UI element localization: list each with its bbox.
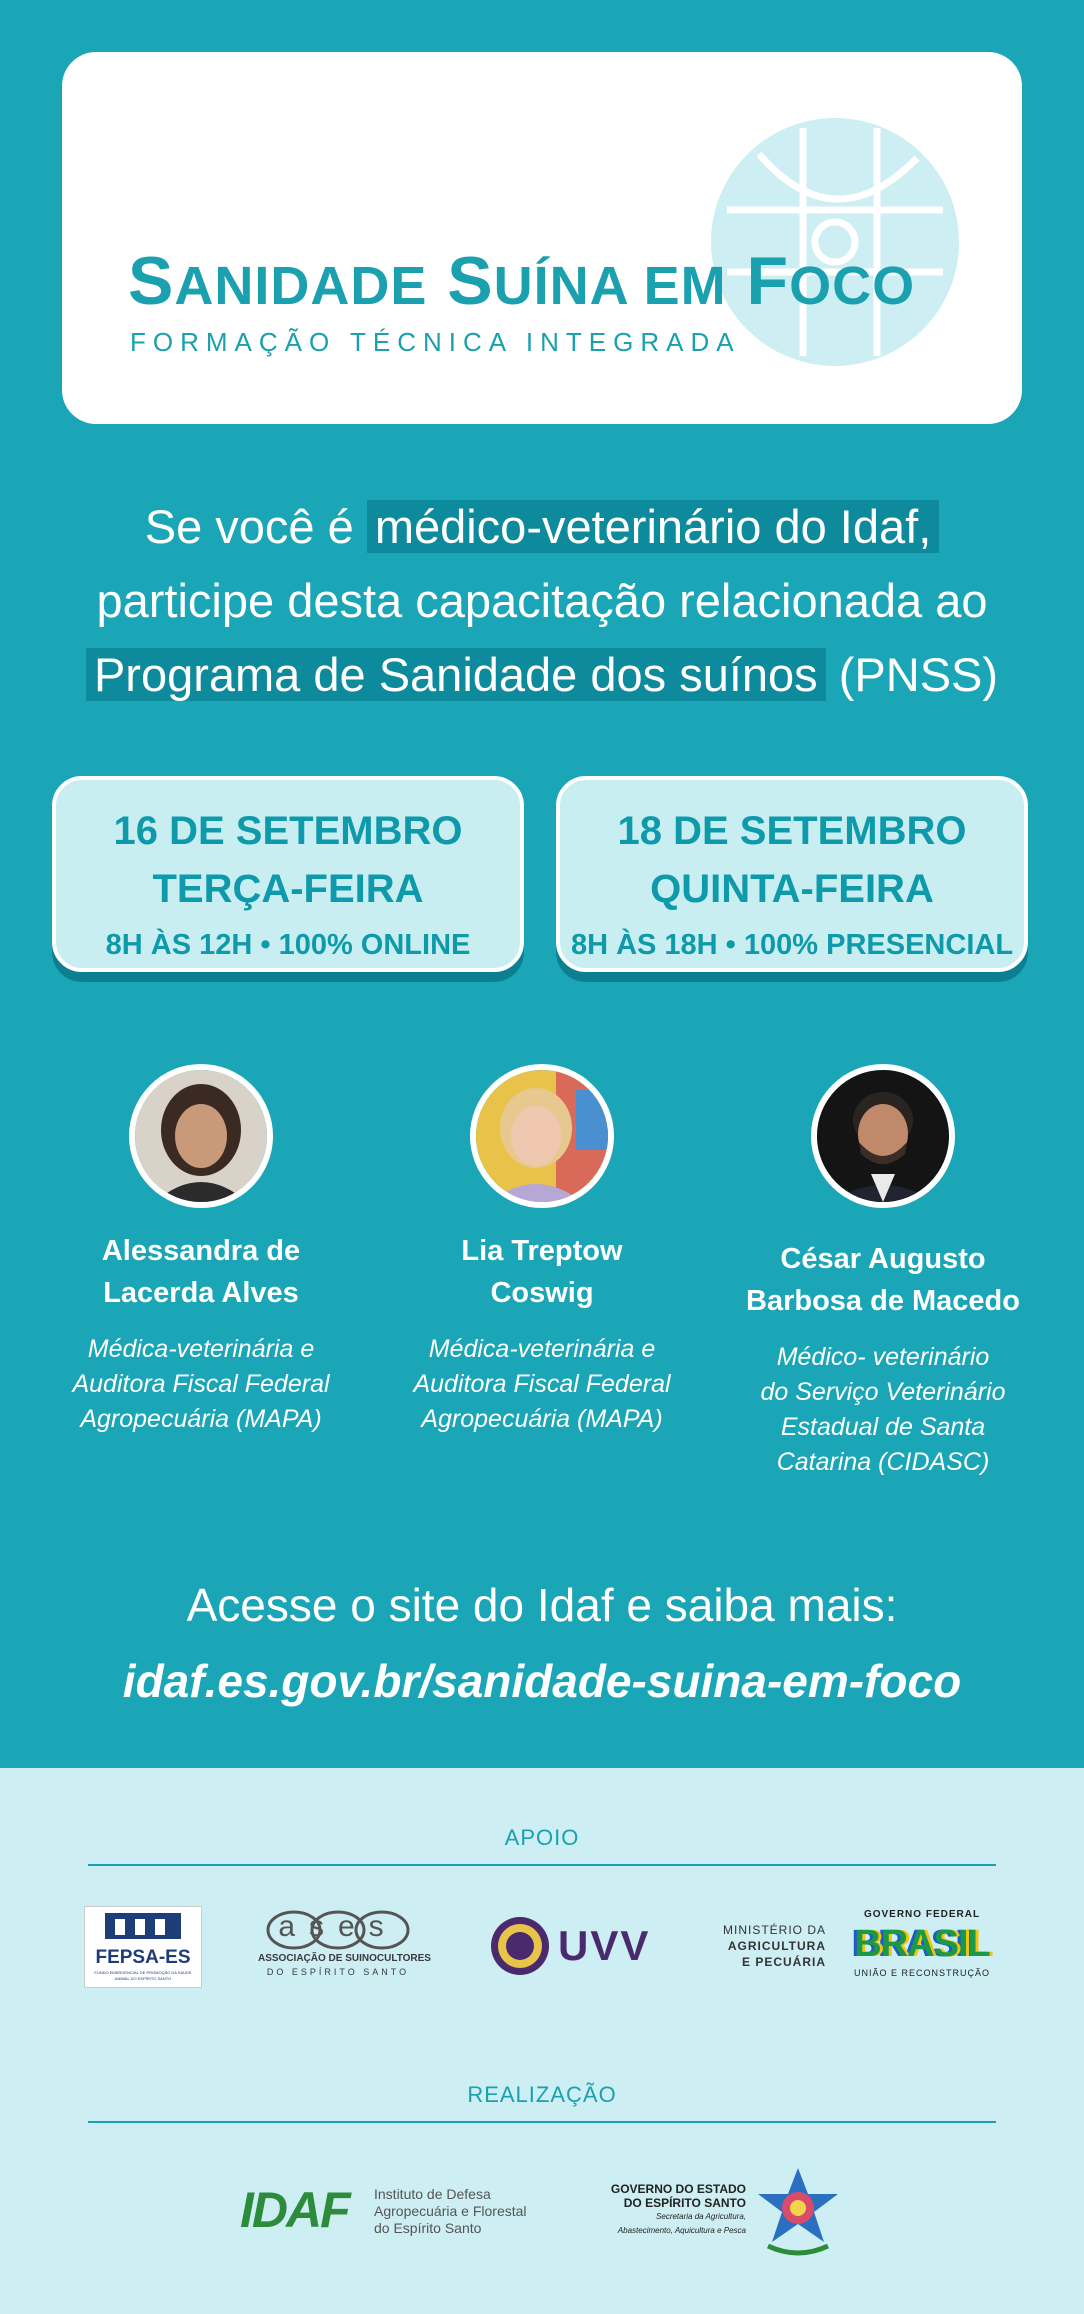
support-label: APOIO <box>504 1825 580 1850</box>
speaker-name: Lia Treptow Coswig <box>461 1235 623 1309</box>
speaker-role: Médica-veterinária e Auditora Fiscal Federal Agropecuária (MAPA) <box>413 1335 671 1433</box>
weekday-label: QUINTA-FEIRA <box>650 867 934 911</box>
intro-line1-highlight: médico-veterinário do Idaf, <box>367 500 939 553</box>
speaker-name: Alessandra de Lacerda Alves <box>101 1235 301 1309</box>
speaker-card <box>36 1064 366 1437</box>
state-coat-of-arms-icon <box>754 2164 842 2260</box>
ases-logo: ases ASSOCIAÇÃO DE SUINOCULTORES DO ESPÍRITO SANTO <box>258 1910 431 1977</box>
speaker-role: Médica-veterinária e Auditora Fiscal Federal Agropecuária (MAPA) <box>72 1335 330 1433</box>
header-card <box>62 52 1022 424</box>
intro-line2: participe desta capacitação relacionada ao <box>96 574 988 627</box>
governo-es-logo: GOVERNO DO ESTADO DO ESPÍRITO SANTO Secretaria da Agricultura, Abastecimento, Aquicultura e Pesca <box>596 2164 846 2260</box>
speaker-photo-avatar <box>811 1064 955 1208</box>
call-to-action <box>0 1570 1084 1716</box>
speaker-card <box>718 1064 1048 1480</box>
date-card-online <box>52 776 524 972</box>
fepsa-graphic-icon <box>85 1907 201 1943</box>
speaker-photo-avatar <box>470 1064 614 1208</box>
cta-text: Acesse o site do Idaf e saiba mais: <box>186 1579 898 1631</box>
intro-line1-a: Se você é <box>144 500 367 553</box>
speaker-card <box>377 1064 707 1437</box>
weekday-label: TERÇA-FEIRA <box>152 867 424 911</box>
mapa-logo: MINISTÉRIO DA AGRICULTURA E PECUÁRIA <box>722 1923 826 1969</box>
date-card-presencial <box>556 776 1028 972</box>
intro-line3-highlight: Programa de Sanidade dos suínos <box>86 648 826 701</box>
governo-federal-logo: GOVERNO FEDERAL BRASIL UNIÃO E RECONSTRUÇÃO <box>853 1909 990 1978</box>
time-details: 8H ÀS 18H • 100% PRESENCIAL <box>570 929 1014 961</box>
page-title: SANIDADE SUÍNA EM FOCO <box>128 243 916 319</box>
page-subtitle: FORMAÇÃO TÉCNICA INTEGRADA <box>130 327 741 357</box>
time-details: 8H ÀS 12H • 100% ONLINE <box>105 929 471 961</box>
cta-url-link[interactable]: idaf.es.gov.br/sanidade-suina-em-foco <box>122 1655 962 1707</box>
idaf-logo: IDAF Instituto de Defesa Agropecuária e Florestal do Espírito Santo <box>240 2182 527 2238</box>
realization-label: REALIZAÇÃO <box>467 2082 617 2107</box>
intro-text <box>0 490 1084 712</box>
support-divider <box>88 1864 996 1866</box>
sponsors-section <box>0 1768 1084 2314</box>
speaker-photo-avatar <box>129 1064 273 1208</box>
uvv-logo: UVV <box>490 1916 670 1976</box>
date-label: 16 DE SETEMBRO <box>113 809 463 853</box>
realization-divider <box>88 2121 996 2123</box>
date-label: 18 DE SETEMBRO <box>617 809 967 853</box>
uvv-seal-icon <box>490 1916 550 1976</box>
intro-line3-b: (PNSS) <box>825 648 999 701</box>
speaker-role: Médico- veterinário do Serviço Veterinário Estadual de Santa Catarina (CIDASC) <box>760 1343 1006 1476</box>
speaker-name: César Augusto Barbosa de Macedo <box>746 1243 1020 1317</box>
fepsa-logo: FEPSA-ES FUNDO EMERGENCIAL DE PROMOÇÃO DA SAÚDE ANIMAL DO ESPÍRITO SANTO <box>84 1906 202 1988</box>
